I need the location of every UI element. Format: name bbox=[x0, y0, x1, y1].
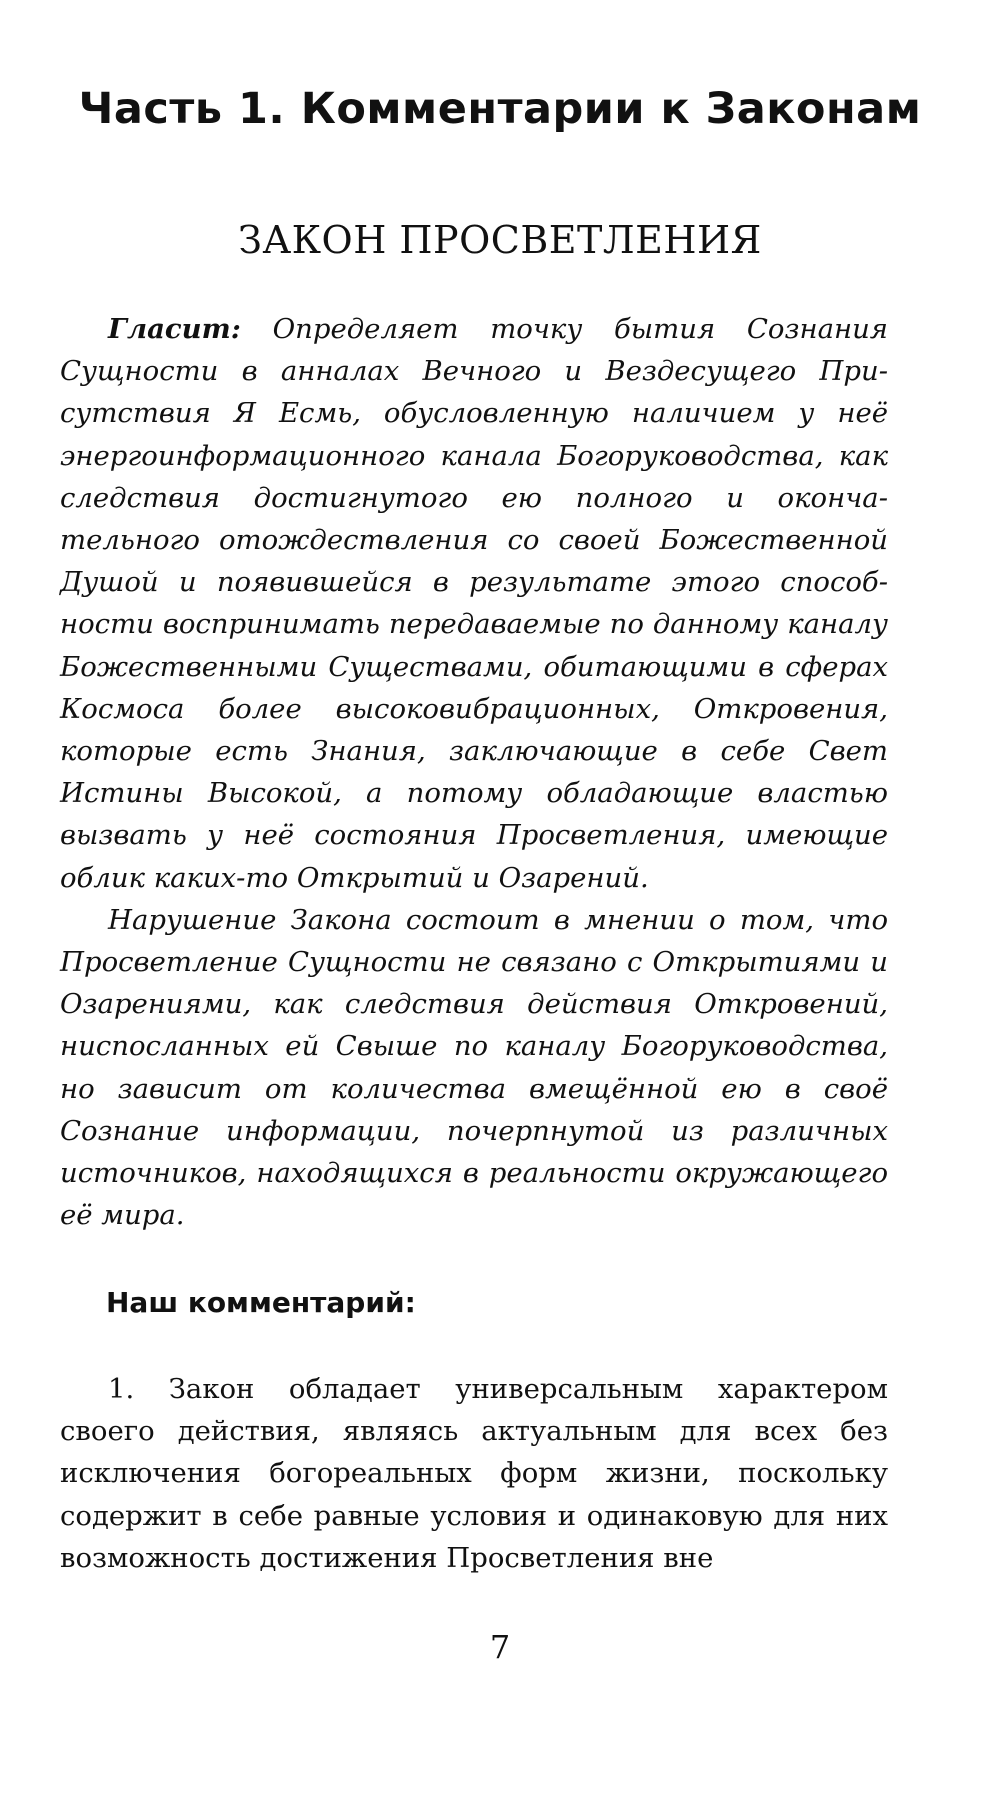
law-statement-text: Определяет точку бытия Сознания Сущности в анналах Вечного и Вездесущего Присутствия Я Есмь, обусловленную наличием у неё энергоинформационного канала Богоруководства, как следствия достигнутого ею полного и окончательного отождествления со своей Божественной Душой и появившейся в результате этого способности воспринимать передаваемые по данному каналу Божественными Существами, обитающими в сферах Космоса более высоковибрационных, Откровения, которые есть Знания, заключающие в себе Свет Истины Высокой, а потому обладающие властью вызвать у неё состояния Просветления, имеющие облик каких-то Открытий и Озарений. bbox=[60, 313, 888, 894]
comment-heading: Наш комментарий: bbox=[106, 1286, 416, 1319]
comment-paragraph: 1. Закон обладает универсальным характером своего действия, являясь актуальным для всех без исключения богореальных форм жизни, поскольку содержит в себе равные условия и одинаковую для них возможность достижения Просветления вне bbox=[60, 1373, 888, 1574]
law-body bbox=[60, 308, 888, 1236]
law-statement-lead: Гласит: bbox=[108, 313, 241, 345]
law-title: ЗАКОН ПРОСВЕТЛЕНИЯ bbox=[238, 218, 762, 262]
law-violation-paragraph: Нарушение Закона состоит в мнении о том, что Просветление Сущности не связано с Открытиями и Озарениями, как следствия действия Откровений, ниспосланных ей Свыше по каналу Богоруководства, но зависит от количества вмещённой ею в своё Сознание информации, почерпнутой из различных источников, находящихся в реальности окружающего её мира. bbox=[60, 903, 888, 1232]
law-statement-paragraph bbox=[60, 308, 888, 899]
page-number: 7 bbox=[489, 1628, 511, 1666]
part-title: Часть 1. Комментарии к Законам bbox=[78, 84, 922, 134]
